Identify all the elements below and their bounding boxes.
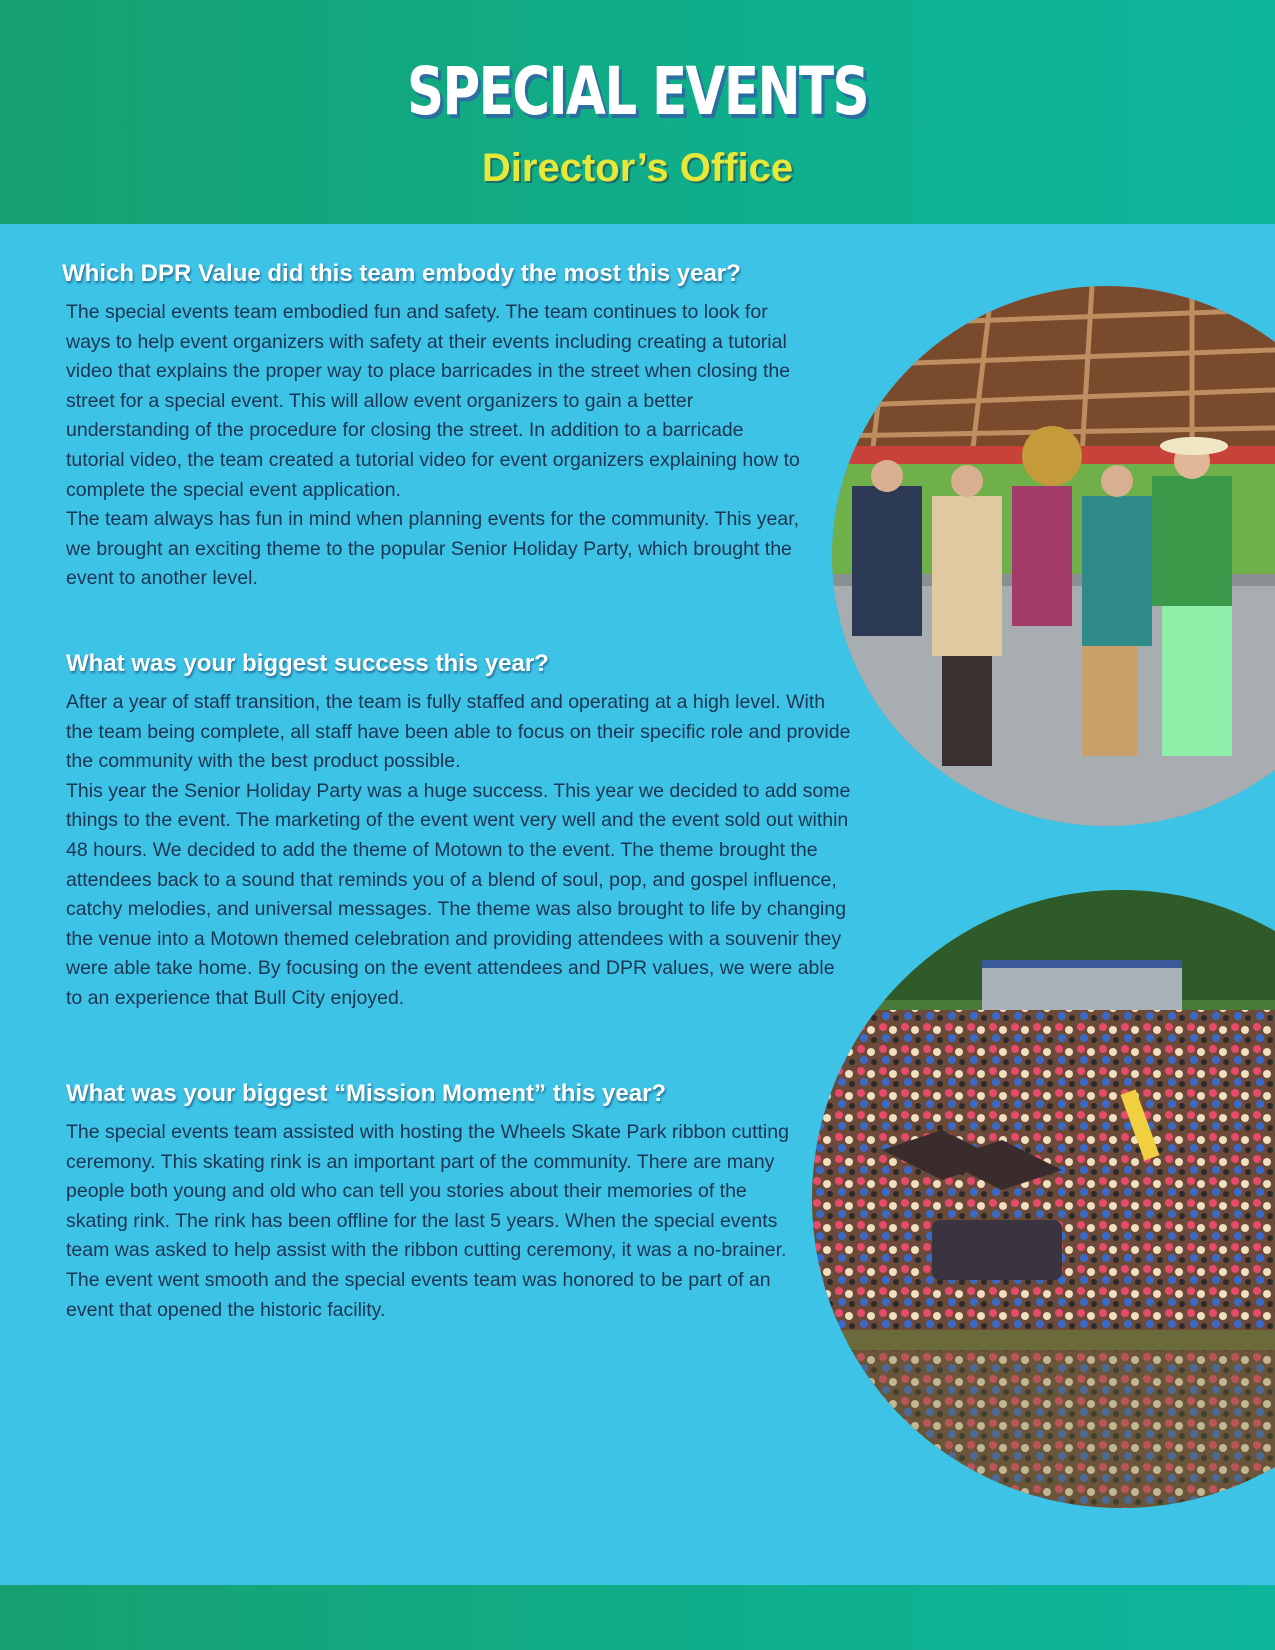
section-2-paragraph-2: This year the Senior Holiday Party was a huge success. This year we decided to add some things to the event. The marketing of the event went very well and the event sold out within 48 hours. We decided to add the theme of Motown to the event. The theme brought the attendees back to a sound that reminds you of a blend of soul, pop, and gospel influence, catchy melodies, and universal messages. The theme was also brought to life by changing the venue into a Motown themed celebration and providing attendees with a souvenir they were able take home. By focusing on the event attendees and DPR values, we were able to an experience that Bull City enjoyed. <box>66 779 851 1009</box>
page-title: SPECIAL EVENTS <box>406 53 869 130</box>
section-1-answer <box>66 298 806 594</box>
festival-crowd-photo <box>812 890 1275 1508</box>
page-subtitle: Director’s Office <box>481 146 794 190</box>
section-2-question: What was your biggest success this year? <box>66 650 549 677</box>
band-photo <box>832 286 1275 826</box>
festival-crowd-photo-graphic <box>812 890 1275 1508</box>
section-3-paragraph-1: The special events team assisted with hosting the Wheels Skate Park ribbon cutting ceremony. This skating rink is an important part of the community. There are many people both young and old who can tell you stories about their memories of the skating rink. The rink has been offline for the last 5 years. When the special events team was asked to help assist with the ribbon cutting ceremony, it was a no-brainer. The event went smooth and the special events team was honored to be part of an event that opened the historic facility. <box>66 1121 789 1321</box>
section-2-answer <box>66 688 856 1014</box>
section-3-question: What was your biggest “Mission Moment” this year? <box>66 1080 667 1107</box>
section-3-answer <box>66 1118 806 1325</box>
header-banner <box>0 0 1275 224</box>
section-2-paragraph-1: After a year of staff transition, the team is fully staffed and operating at a high level. With the team being complete, all staff have been able to focus on their specific role and provide the community with the best product possible. <box>66 691 851 773</box>
section-1-question: Which DPR Value did this team embody the most this year? <box>62 260 741 287</box>
section-1-paragraph-1: The special events team embodied fun and safety. The team continues to look for ways to help event organizers with safety at their events including creating a tutorial video that explains the proper way to place barricades in the street when closing the street for a special event. This will allow event organizers to gain a better understanding of the procedure for closing the street. In addition to a barricade tutorial video, the team created a tutorial video for event organizers explaining how to complete the special event application. <box>66 301 800 501</box>
band-photo-graphic <box>832 286 1275 826</box>
section-1-paragraph-2: The team always has fun in mind when planning events for the community. This year, we brought an exciting theme to the popular Senior Holiday Party, which brought the event to another level. <box>66 508 800 590</box>
footer-banner <box>0 1585 1275 1650</box>
